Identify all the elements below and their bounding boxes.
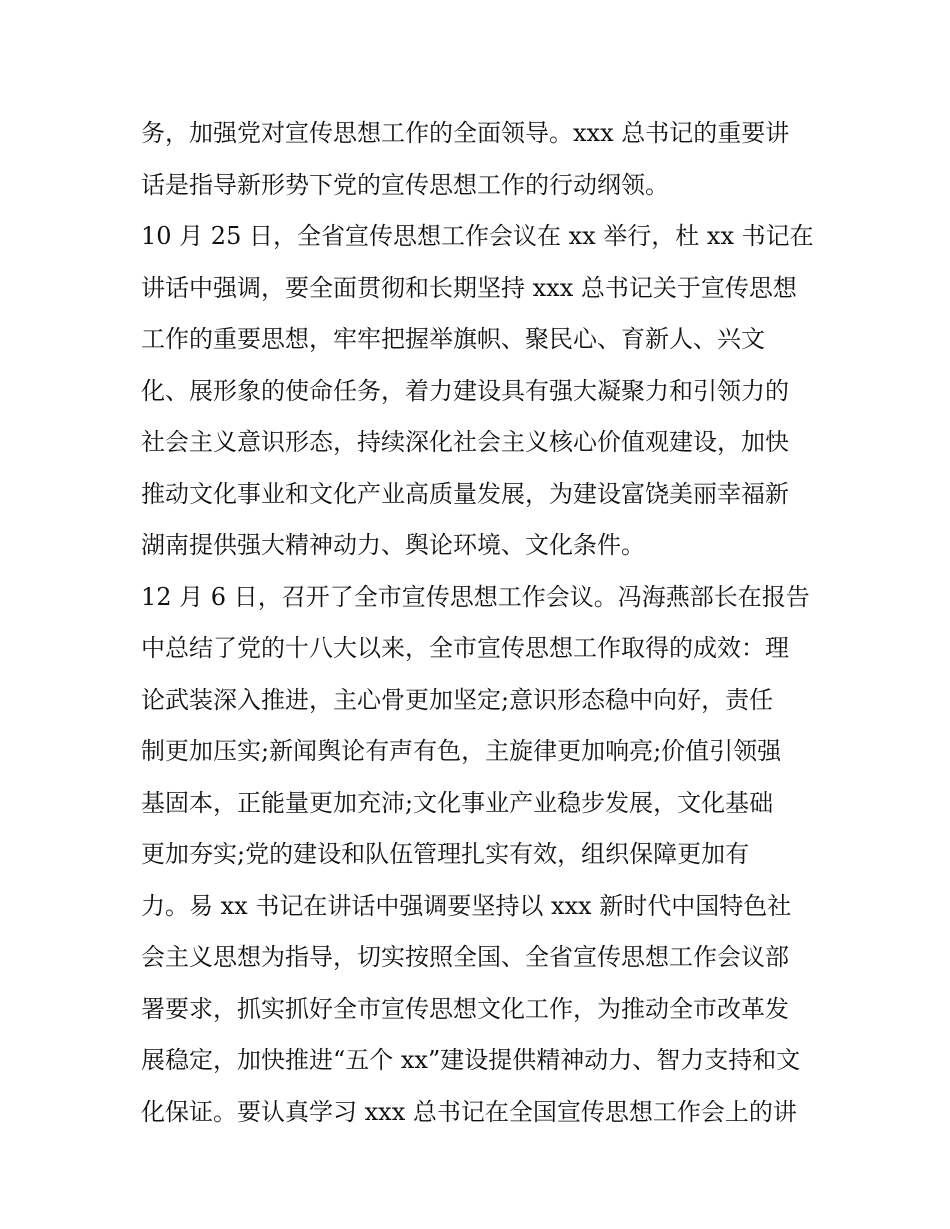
text-line: 化、展形象的使命任务，着力建设具有强大凝聚力和引领力的: [141, 376, 789, 405]
text-line: 10 月 25 日，全省宣传思想工作会议在 xx 举行，杜 xx 书记在: [141, 222, 814, 250]
text-line: 制更加压实;新闻舆论有声有色，主旋律更加响亮;价值引领强: [141, 737, 782, 765]
text-line: 湖南提供强大精神动力、舆论环境、文化条件。: [141, 531, 645, 559]
text-line: 工作的重要思想，牢牢把握举旗帜、聚民心、育新人、兴文: [141, 325, 765, 353]
text-line: 务，加强党对宣传思想工作的全面领导。xxx 总书记的重要讲: [141, 119, 790, 147]
text-line: 社会主义意识形态，持续深化社会主义核心价值观建设，加快: [141, 428, 789, 456]
text-line: 论武装深入推进，主心骨更加坚定;意识形态稳中向好，责任: [141, 685, 774, 714]
text-line: 话是指导新形势下党的宣传思想工作的行动纲领。: [141, 170, 669, 199]
text-line: 基固本，正能量更加充沛;文化事业产业稳步发展，文化基础: [141, 788, 774, 817]
text-line: 更加夯实;党的建设和队伍管理扎实有效，组织保障更加有: [141, 840, 750, 868]
text-line: 中总结了党的十八大以来，全市宣传思想工作取得的成效：理: [141, 634, 789, 662]
text-line: 展稳定，加快推进“五个 xx”建设提供精神动力、智力支持和文: [141, 1046, 801, 1074]
text-line: 推动文化事业和文化产业高质量发展，为建设富饶美丽幸福新: [141, 479, 789, 508]
text-line: 12 月 6 日，召开了全市宣传思想工作会议。冯海燕部长在报告: [141, 582, 810, 611]
text-line: 署要求，抓实抓好全市宣传思想文化工作，为推动全市改革发: [141, 994, 789, 1023]
text-line: 化保证。要认真学习 xxx 总书记在全国宣传思想工作会上的讲: [141, 1097, 797, 1126]
text-line: 讲话中强调，要全面贯彻和长期坚持 xxx 总书记关于宣传思想: [141, 273, 797, 302]
body-text: [141, 108, 821, 1138]
text-line: 力。易 xx 书记在讲话中强调要坚持以 xxx 新时代中国特色社: [141, 891, 792, 920]
text-line: 会主义思想为指导，切实按照全国、全省宣传思想工作会议部: [141, 943, 789, 971]
